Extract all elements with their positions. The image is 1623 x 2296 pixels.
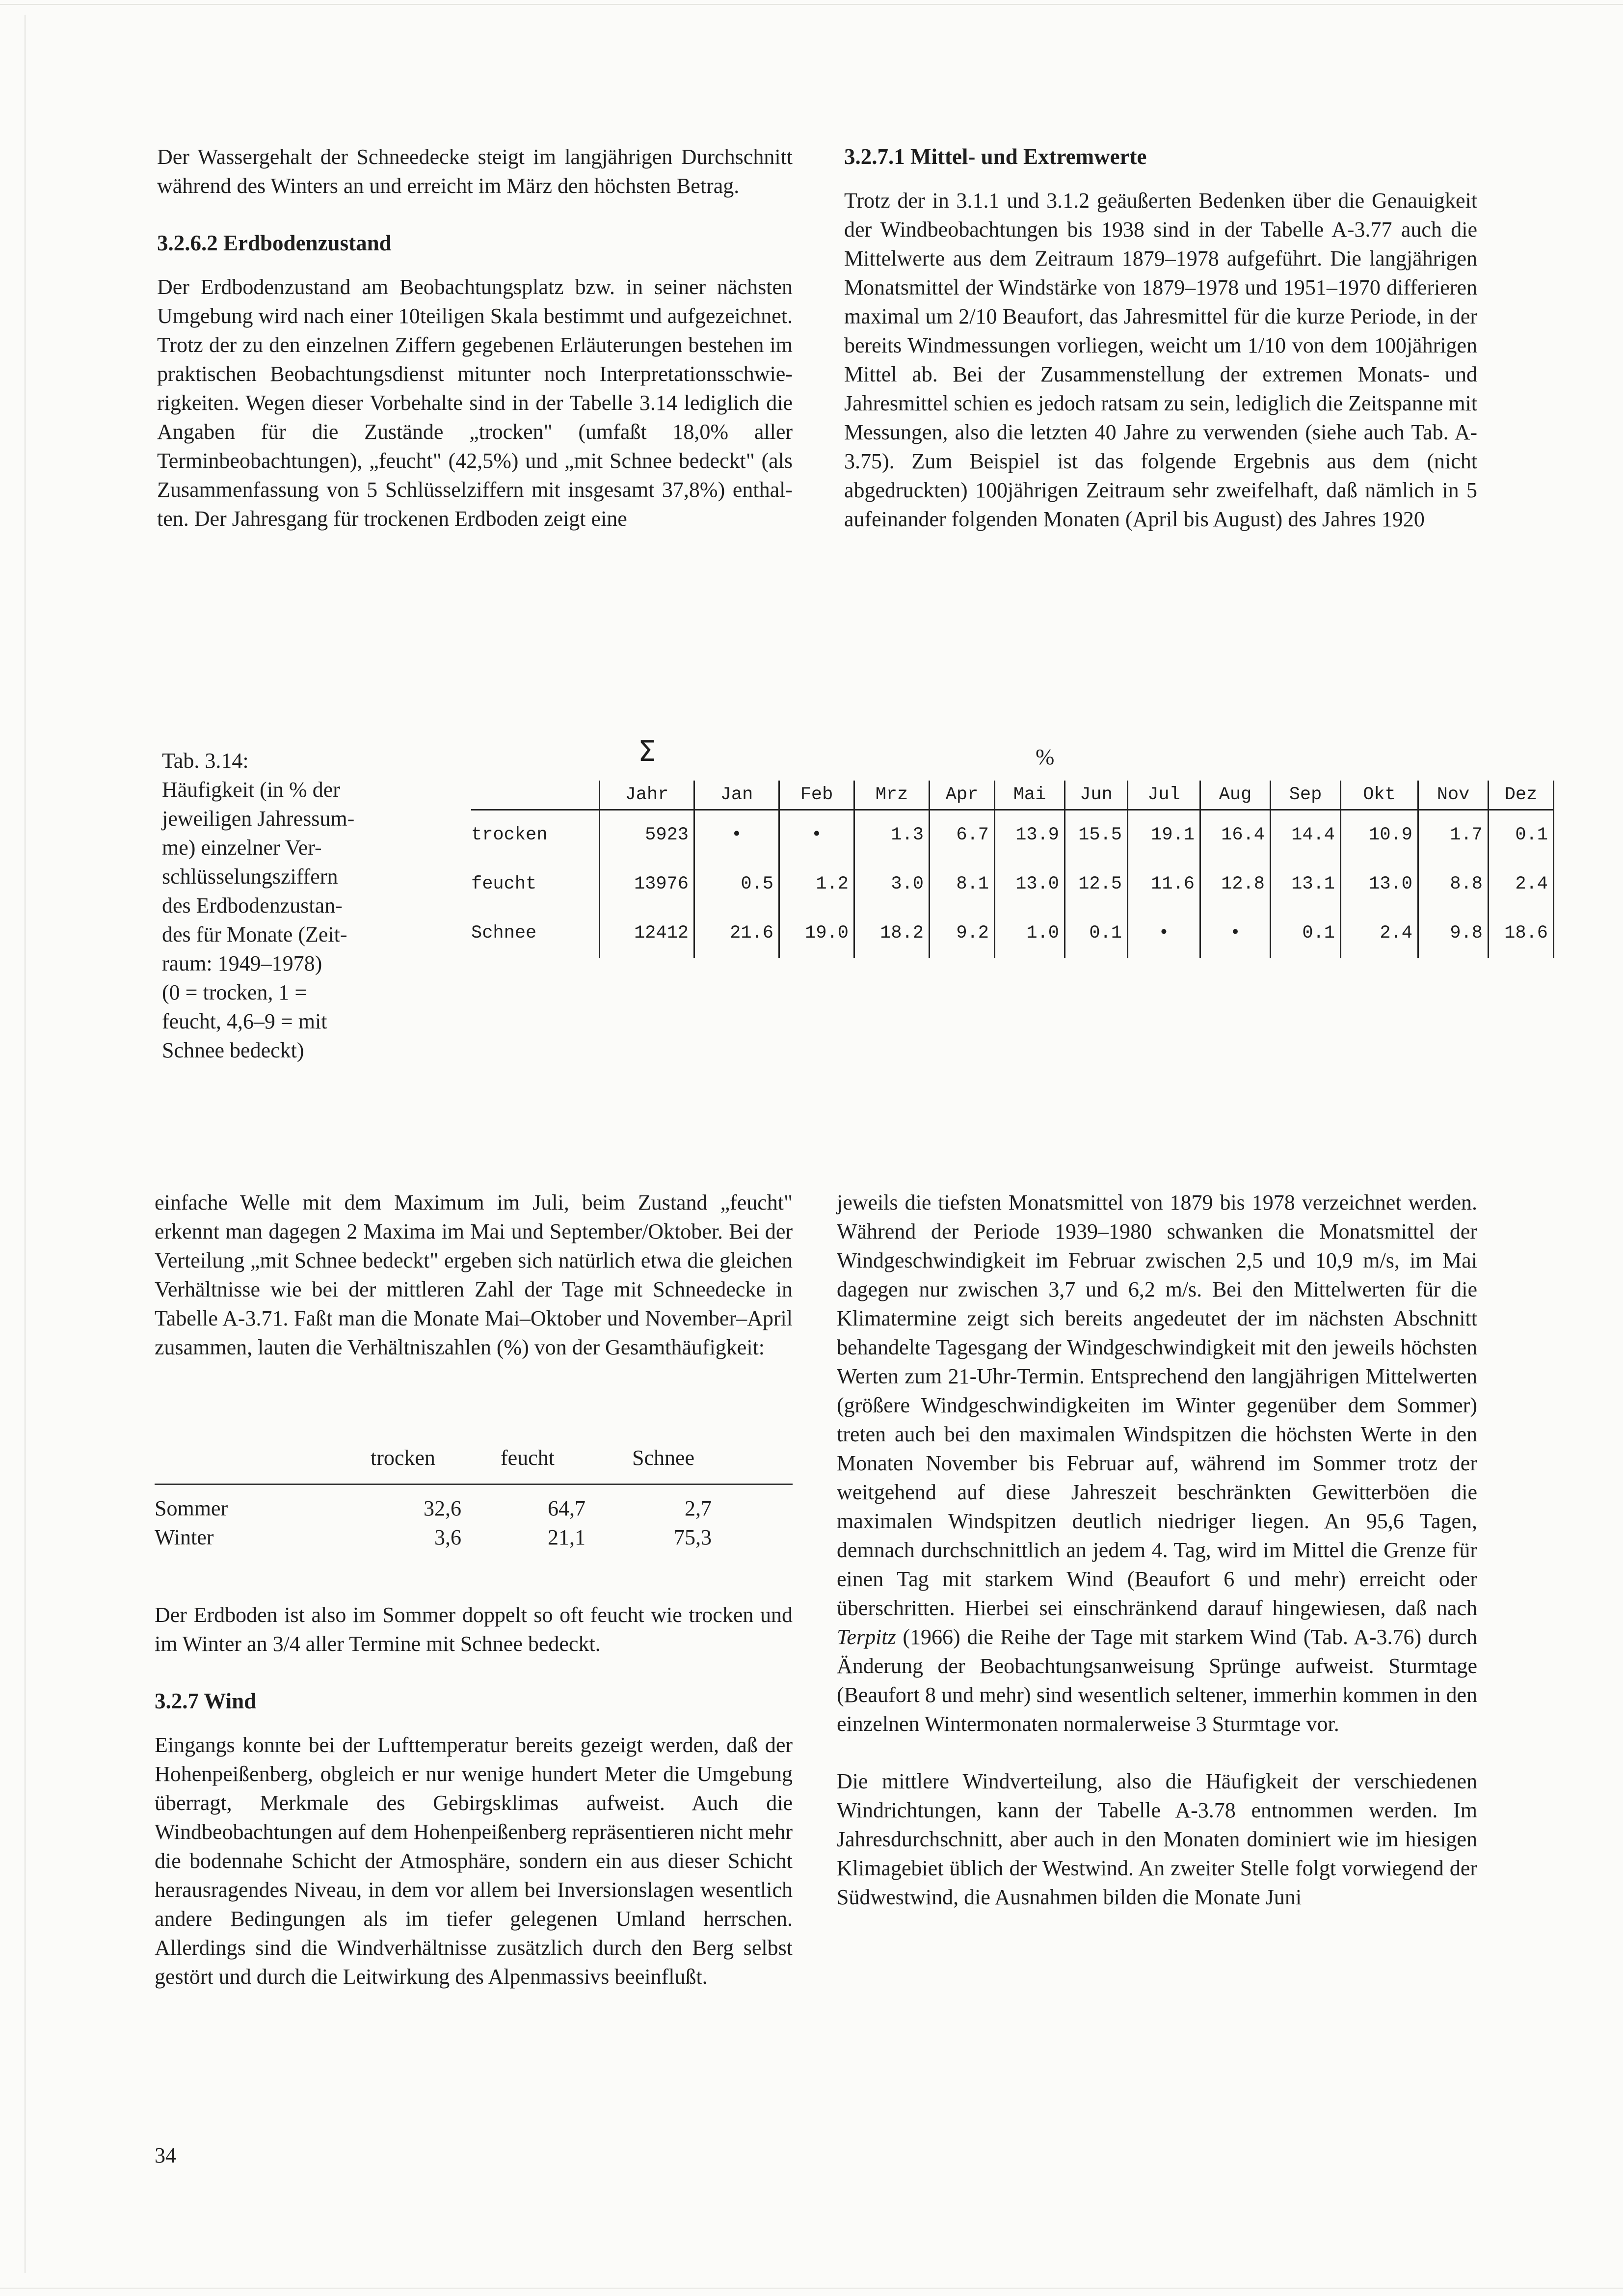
- table-cell: 1.2: [779, 860, 854, 909]
- table-cell: 1.3: [854, 810, 930, 860]
- table-cell: 13.0: [1341, 860, 1418, 909]
- table-3-14: [471, 734, 1554, 958]
- freq-header-trocken: trocken: [371, 1446, 435, 1470]
- paragraph-erdboden-verteilung: einfache Welle mit dem Maximum im Juli, beim Zustand „feucht" erkennt man dagegen 2 Maxima im Mai und September/Oktober. Bei der Verteilung „mit Schnee bedeckt" ergeben sich natürlich etwa die gleichen Verhältnisse wie bei der mittleren Zahl der Tage mit Schneedecke in Tabelle A-3.71. Faßt man die Monate Mai–Oktober und November–April zusammen, lauten die Verhältniszahlen (%) von der Gesamthäufigkeit:: [155, 1190, 793, 1359]
- caption-line: raum: 1949–1978): [162, 951, 322, 975]
- header-empty: [471, 781, 600, 810]
- table-cell: 19.0: [779, 909, 854, 958]
- table-cell: 0.1: [1489, 810, 1554, 860]
- table-cell: 3.0: [854, 860, 930, 909]
- section-heading-erdbodenzustand: 3.2.6.2 Erdbodenzustand: [157, 231, 392, 255]
- table-cell: 14.4: [1271, 810, 1341, 860]
- percent-symbol: %: [1036, 744, 1055, 769]
- paragraph-windgeschwindigkeit: [837, 1188, 1477, 1738]
- caption-line: jeweiligen Jahressum-: [162, 807, 355, 831]
- column-header-mrz: Mrz: [854, 781, 930, 810]
- table-cell: •: [1128, 909, 1200, 958]
- paragraph-windverteilung: Die mittlere Windverteilung, also die Häufigkeit der verschiedenen Windrichtungen, kann der Tabelle A-3.78 entnommen werden. Im Jahresdurchschnitt, aber auch in den Monaten dominiert wie im hiesigen Klimagebiet üblich der Westwind. An zweiter Stelle folgt vorwiegend der Südwestwind, die Ausnahmen bilden die Monate Juni: [837, 1769, 1477, 1909]
- caption-line: des für Monate (Zeit-: [162, 922, 347, 946]
- table-cell: 10.9: [1341, 810, 1418, 860]
- freq-cell: 3,6: [434, 1525, 461, 1549]
- table-cell: 13.0: [995, 860, 1065, 909]
- column-header-apr: Apr: [930, 781, 995, 810]
- caption-line: (0 = trocken, 1 =: [162, 980, 307, 1004]
- table-cell: 16.4: [1200, 810, 1271, 860]
- freq-header-row: [155, 1443, 793, 1485]
- scan-edge-left: [25, 15, 26, 2273]
- paragraph-mittelwerte: Trotz der in 3.1.1 und 3.1.2 geäußerten Bedenken über die Genauigkeit der Windbeobachtungen bis 1938 sind in der Tabelle A-3.77 auch die Mittelwerte aus dem Zeitraum 1879–1978 aufgeführt. Die langjährigen Monatsmittel der Windstärke von 1879–1978 und 1951–1970 differieren maximal um 2/10 Beaufort, das Jahresmittel für die kurze Periode, in der bereits Windmessungen vorliegen, weicht um 1/10 von dem 100jährigen Mittel ab. Bei der Zusammenstellung der extremen Monats- und Jahresmittel schien es jedoch ratsam zu sein, lediglich die Zeitspanne mit Messungen, also die letzten 40 Jahre zu verwenden (siehe auch Tab. A-3.75). Zum Beispiel ist das folgende Ergebnis aus dem (nicht abgedruckten) 100jährigen Zeitraum sehr zweifelhaft, daß nämlich in 5 aufeinander folgenden Monaten (April bis August) des Jahres 1920: [844, 189, 1477, 531]
- freq-header-feucht: feucht: [501, 1446, 555, 1470]
- table-cell: 18.6: [1489, 909, 1554, 958]
- table-cell: 12.5: [1065, 860, 1128, 909]
- freq-cell: 75,3: [674, 1525, 712, 1549]
- table-cell: •: [1200, 909, 1271, 958]
- sum-symbol: Σ: [638, 734, 656, 768]
- table-cell: 13.1: [1271, 860, 1341, 909]
- text-run: jeweils die tiefsten Monatsmittel von 1879 bis 1978 verzeichnet werden. Während der Periode 1939–1980 schwanken die Monatsmittel der Windgeschwindigkeit im Februar zwischen 2,5 und 10,9 m/s, im Mai dagegen nur zwischen 3,7 und 6,2 m/s. Bei den Mittelwerten für die Klimatermine zeigt sich bereits angedeutet der im nächsten Abschnitt behandelte Tagesgang der Windgeschwindigkeit mit den jeweils höchsten Werten zum 21-Uhr-Termin. Entsprechend den langjährigen Mittelwerten (größere Windgeschwindigkeiten im Winter gegenüber dem Sommer) treten auch bei den maximalen Windspitzen die höchsten Werte in den Monaten November bis Februar auf, während im Sommer trotz der weitgehend auf diese Jahreszeit beschränkten Gewitterböen die maximalen Windspitzen deutlich niedriger liegen. An 95,6 Tagen, demnach durchschnittlich an jedem 4. Tag, wird im Mittel die Grenze für einen Tag mit starkem Wind (Beaufort 6 und mehr) erreicht oder überschritten. Hierbei sei einschränkend darauf hingewiesen, daß nach: [837, 1190, 1477, 1620]
- table-row-schnee: [471, 909, 1554, 958]
- freq-row: [155, 1523, 793, 1552]
- table-cell: 13976: [600, 860, 694, 909]
- table-cell: 8.8: [1418, 860, 1489, 909]
- table-header-row: [471, 781, 1554, 810]
- column-header-dez: Dez: [1489, 781, 1554, 810]
- page-number: 34: [155, 2143, 176, 2167]
- left-column-bottom: [155, 1188, 793, 1362]
- table-cell: 2.4: [1341, 909, 1418, 958]
- freq-cell: 21,1: [548, 1525, 585, 1549]
- erdboden-table: [471, 781, 1554, 958]
- column-header-nov: Nov: [1418, 781, 1489, 810]
- table-cell: 1.7: [1418, 810, 1489, 860]
- column-header-jul: Jul: [1128, 781, 1200, 810]
- table-row-feucht: [471, 860, 1554, 909]
- table-cell: 9.8: [1418, 909, 1489, 958]
- freq-cell: 64,7: [548, 1496, 585, 1520]
- table-cell: 21.6: [694, 909, 779, 958]
- right-column-bottom: [837, 1188, 1477, 1912]
- section-heading-mittel-extremwerte: 3.2.7.1 Mittel- und Extremwerte: [844, 144, 1147, 169]
- freq-row-label: Winter: [155, 1525, 214, 1549]
- table-cell: 12.8: [1200, 860, 1271, 909]
- freq-row: [155, 1485, 793, 1523]
- row-label: Schnee: [471, 923, 537, 944]
- freq-cell: 2,7: [685, 1496, 712, 1520]
- table-cell: 6.7: [930, 810, 995, 860]
- table-cell: 1.0: [995, 909, 1065, 958]
- left-column-bottom-continued: [155, 1600, 793, 1991]
- table-cell: 5923: [600, 810, 694, 860]
- column-header-aug: Aug: [1200, 781, 1271, 810]
- column-header-okt: Okt: [1341, 781, 1418, 810]
- table-caption: [162, 746, 447, 1065]
- left-column-top: [157, 142, 793, 533]
- column-header-feb: Feb: [779, 781, 854, 810]
- paragraph-wind: Eingangs konnte bei der Lufttemperatur bereits gezeigt werden, daß der Hohenpeißenberg, obgleich er nur wenige hundert Meter die Umgebung überragt, Merkmale des Gebirgsklimas aufweist. Auch die Windbeobachtungen auf dem Hohenpeißenberg repräsentieren nicht mehr die bodennahe Schicht der Atmosphäre, sondern ein aus dieser Schicht herausragendes Niveau, in dem vor allem bei Inversionslagen wesentlich andere Bedingungen als im tiefer gelegenen Umland herrschen. Allerdings sind die Windverhältnisse zusätzlich durch den Berg selbst gestört und durch die Leitwirkung des Alpenmassivs beeinflußt.: [155, 1733, 793, 1989]
- caption-line: schlüsselungsziffern: [162, 864, 338, 889]
- table-cell: 2.4: [1489, 860, 1554, 909]
- text-run: (1966) die Reihe der Tage mit starkem Wind (Tab. A-3.76) durch Änderung der Beobachtungsanweisung Sprünge aufweist. Sturmtage (Beaufort 8 und mehr) sind wesentlich seltener, immerhin kommen in den einzelnen Wintermonaten normalerweise 3 Sturmtage vor.: [837, 1625, 1478, 1736]
- table-cell: 8.1: [930, 860, 995, 909]
- column-header-jun: Jun: [1065, 781, 1128, 810]
- column-header-jahr: Jahr: [600, 781, 694, 810]
- paragraph-snow-water: Der Wassergehalt der Schneedecke steigt im langjährigen Durchschnitt während des Winters an und erreicht im März den höchsten Betrag.: [157, 145, 793, 198]
- caption-line: me) einzelner Ver-: [162, 836, 322, 860]
- column-header-jan: Jan: [694, 781, 779, 810]
- column-header-sep: Sep: [1271, 781, 1341, 810]
- scan-edge-bottom: [0, 2288, 1623, 2289]
- row-label: trocken: [471, 825, 548, 845]
- table-cell: 11.6: [1128, 860, 1200, 909]
- table-cell: 15.5: [1065, 810, 1128, 860]
- table-cell: 18.2: [854, 909, 930, 958]
- caption-line: Schnee bedeckt): [162, 1038, 304, 1062]
- table-cell: 0.1: [1271, 909, 1341, 958]
- table-cell: 9.2: [930, 909, 995, 958]
- section-heading-wind: 3.2.7 Wind: [155, 1689, 257, 1713]
- table-cell: 0.1: [1065, 909, 1128, 958]
- column-header-mai: Mai: [995, 781, 1065, 810]
- right-column-top: [844, 142, 1477, 534]
- scan-edge-top: [0, 4, 1623, 5]
- table-cell: 19.1: [1128, 810, 1200, 860]
- table-cell: •: [694, 810, 779, 860]
- freq-row-label: Sommer: [155, 1496, 228, 1520]
- table-cell: 0.5: [694, 860, 779, 909]
- caption-line: des Erdbodenzustan-: [162, 893, 343, 918]
- freq-header-schnee: Schnee: [632, 1446, 695, 1470]
- row-label: feucht: [471, 874, 537, 894]
- caption-line: Häufigkeit (in % der: [162, 778, 340, 802]
- table-row-trocken: [471, 810, 1554, 860]
- author-citation: Terpitz: [837, 1625, 896, 1649]
- table-cell: 12412: [600, 909, 694, 958]
- frequency-table: [155, 1443, 793, 1552]
- table-cell: 13.9: [995, 810, 1065, 860]
- paragraph-erdbodenzustand: Der Erdbodenzustand am Beobachtungsplatz bzw. in seiner nächsten Umgebung wird nach einer 10teiligen Skala bestimmt und aufgezeichnet. Trotz der zu den einzelnen Ziffern gegebenen Erläuterungen bestehen im praktischen Beobachtungsdienst mitunter noch Interpretationsschwierigkeiten. Wegen dieser Vorbehalte sind in der Tabelle 3.14 lediglich die Angaben für die Zustände „trocken" (umfaßt 18,0% aller Terminbeobachtungen), „feucht" (42,5%) und „mit Schnee bedeckt" (als Zusammenfassung von 5 Schlüsselziffern mit insgesamt 37,8%) enthalten. Der Jahresgang für trockenen Erdboden zeigt eine: [157, 275, 793, 531]
- paragraph-erdboden-summary: Der Erdboden ist also im Sommer doppelt so oft feucht wie trocken und im Winter an 3/4 aller Termine mit Schnee bedeckt.: [155, 1603, 793, 1656]
- freq-cell: 32,6: [424, 1496, 461, 1520]
- caption-line: feucht, 4,6–9 = mit: [162, 1009, 327, 1033]
- table-cell: •: [779, 810, 854, 860]
- caption-line: Tab. 3.14:: [162, 749, 249, 773]
